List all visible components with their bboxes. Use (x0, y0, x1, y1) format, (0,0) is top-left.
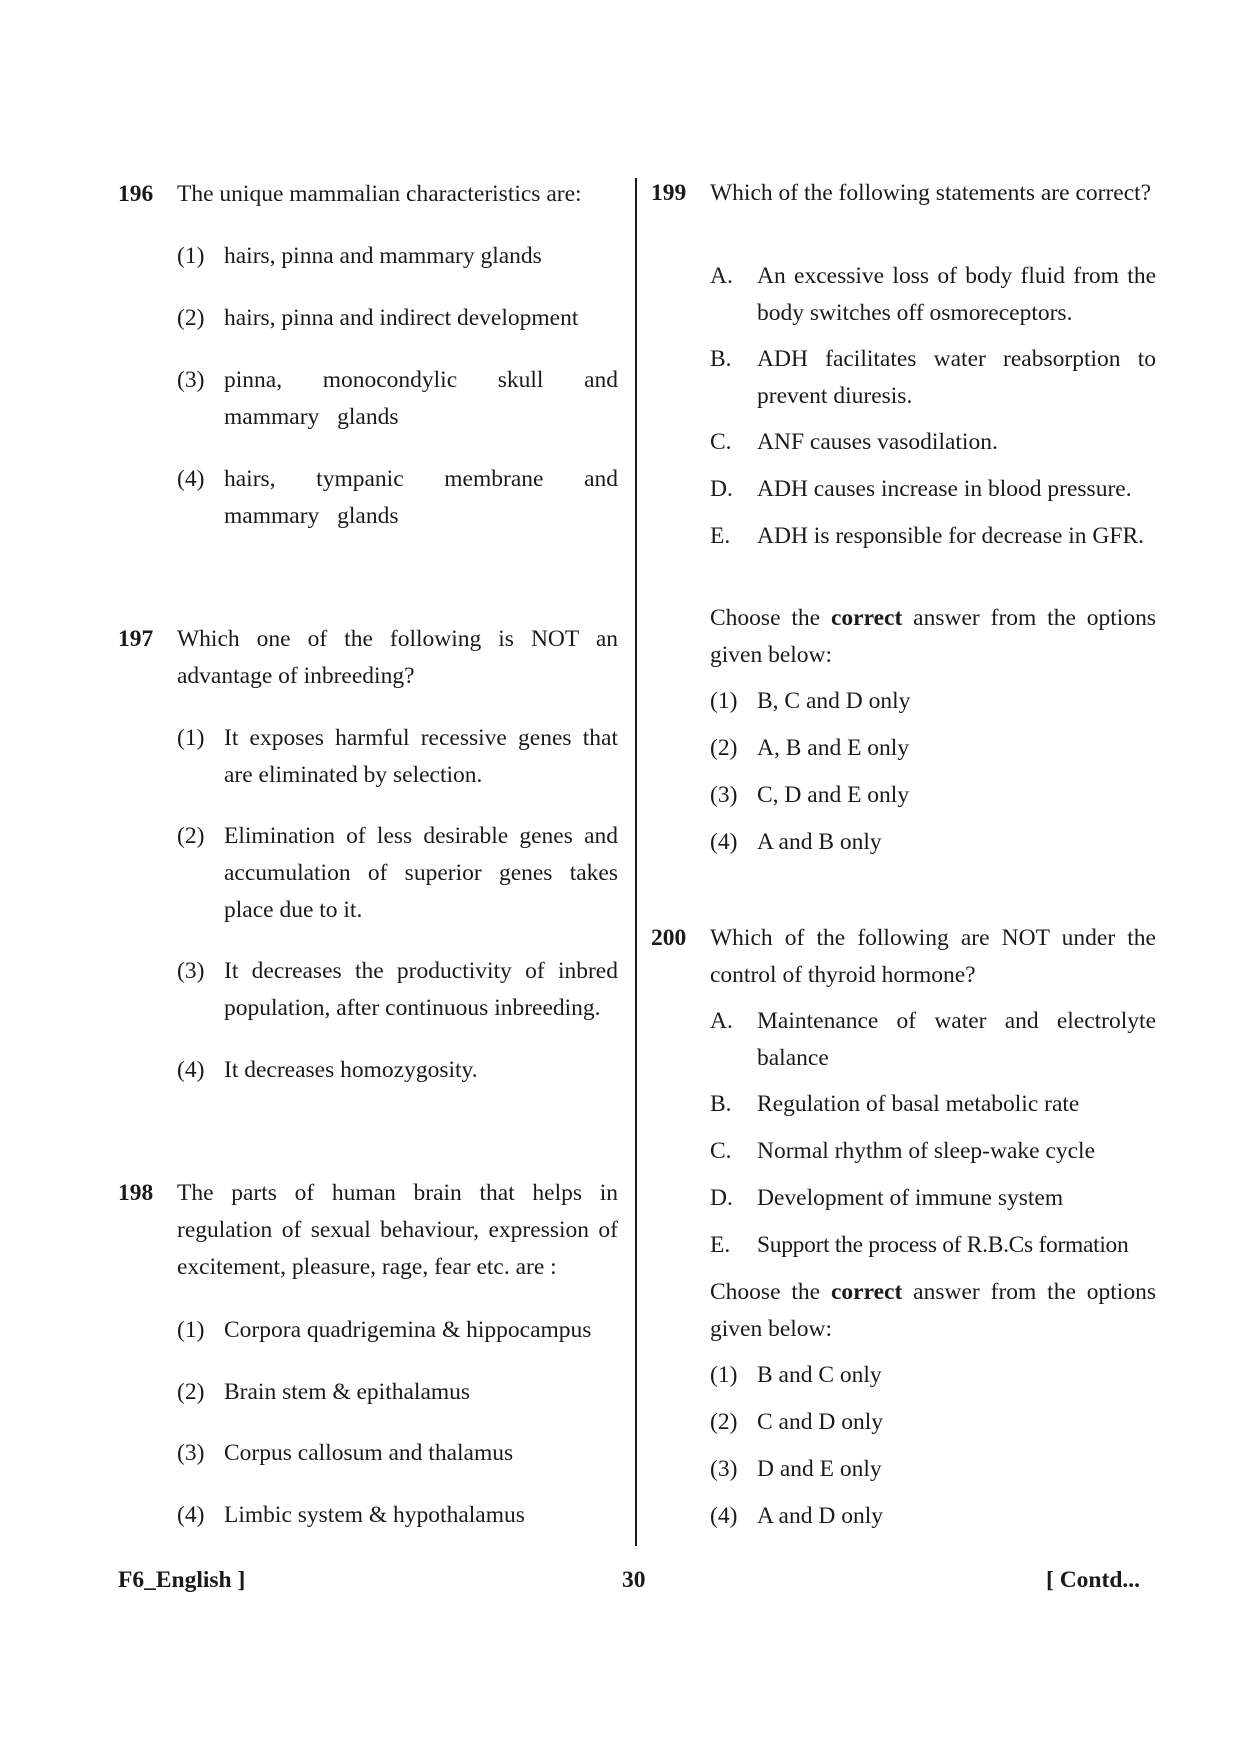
option-199-3: (3) C, D and E only (710, 782, 910, 808)
option-199-2: (2) A, B and E only (710, 735, 910, 761)
question-number: 199 (651, 180, 687, 206)
question-stem: The parts of human brain that helps in regulation of sexual behaviour, expression of excitement, pleasure, rage, fear etc. are : (177, 1180, 618, 1280)
option-198-4: (4) Limbic system & hypothalamus (177, 1502, 525, 1528)
continued-label: [ Contd... (1046, 1567, 1141, 1593)
footer-code: F6_English ] (118, 1567, 246, 1593)
option-198-1: (1) Corpora quadrigemina & hippocampus (177, 1317, 592, 1343)
choose-instruction-199: Choose the correct answer from the options given below: (710, 605, 1156, 668)
statement-199-E: E. ADH is responsible for decrease in GFR. (710, 523, 1145, 549)
statement-200-E: E. Support the process of R.B.Cs formation (710, 1232, 1129, 1258)
question-stem: The unique mammalian characteristics are: (177, 181, 582, 207)
option-196-3: (3) pinna, monocondylic skull and mammary glands (177, 367, 618, 430)
question-197 (118, 621, 618, 695)
page-number: 30 (622, 1567, 646, 1593)
option-197-2: (2) Elimination of less desirable genes and accumulation of superior genes takes place due to it. (177, 823, 618, 923)
question-198 (118, 1175, 618, 1286)
option-196-1: (1) hairs, pinna and mammary glands (177, 243, 542, 269)
statement-199-C: C. ANF causes vasodilation. (710, 429, 998, 455)
option-196-2: (2) hairs, pinna and indirect development (177, 305, 579, 331)
option-196-4: (4) hairs, tympanic membrane and mammary glands (177, 466, 618, 529)
choose-instruction-200: Choose the correct answer from the options given below: (710, 1279, 1156, 1342)
statement-200-D: D. Development of immune system (710, 1185, 1064, 1211)
question-stem: Which of the following statements are correct? (710, 180, 1152, 206)
option-198-3: (3) Corpus callosum and thalamus (177, 1440, 514, 1466)
option-200-2: (2) C and D only (710, 1409, 883, 1435)
option-197-3: (3) It decreases the productivity of inbred population, after continuous inbreeding. (177, 958, 618, 1021)
option-198-2: (2) Brain stem & epithalamus (177, 1379, 471, 1405)
statement-199-D: D. ADH causes increase in blood pressure. (710, 476, 1132, 502)
option-200-1: (1) B and C only (710, 1362, 882, 1388)
statement-200-A: A. Maintenance of water and electrolyte balance (710, 1008, 1156, 1071)
question-stem: Which one of the following is NOT an advantage of inbreeding? (177, 626, 618, 689)
option-199-4: (4) A and B only (710, 829, 882, 855)
question-number: 196 (118, 181, 154, 207)
statement-199-A: A. An excessive loss of body fluid from the body switches off osmoreceptors. (710, 263, 1156, 326)
statement-200-B: B. Regulation of basal metabolic rate (710, 1091, 1080, 1117)
question-196 (118, 176, 618, 213)
column-divider (635, 178, 637, 1546)
statement-199-B: B. ADH facilitates water reabsorption to prevent diuresis. (710, 346, 1156, 409)
question-199 (651, 175, 1156, 212)
question-stem: Which of the following are NOT under the control of thyroid hormone? (710, 925, 1156, 988)
option-200-3: (3) D and E only (710, 1456, 882, 1482)
option-197-4: (4) It decreases homozygosity. (177, 1057, 478, 1083)
option-197-1: (1) It exposes harmful recessive genes that are eliminated by selection. (177, 725, 618, 788)
question-number: 198 (118, 1180, 154, 1206)
option-200-4: (4) A and D only (710, 1503, 883, 1529)
option-199-1: (1) B, C and D only (710, 688, 911, 714)
statement-200-C: C. Normal rhythm of sleep-wake cycle (710, 1138, 1096, 1164)
question-number: 200 (651, 925, 687, 951)
question-number: 197 (118, 626, 154, 652)
question-200 (651, 920, 1156, 994)
